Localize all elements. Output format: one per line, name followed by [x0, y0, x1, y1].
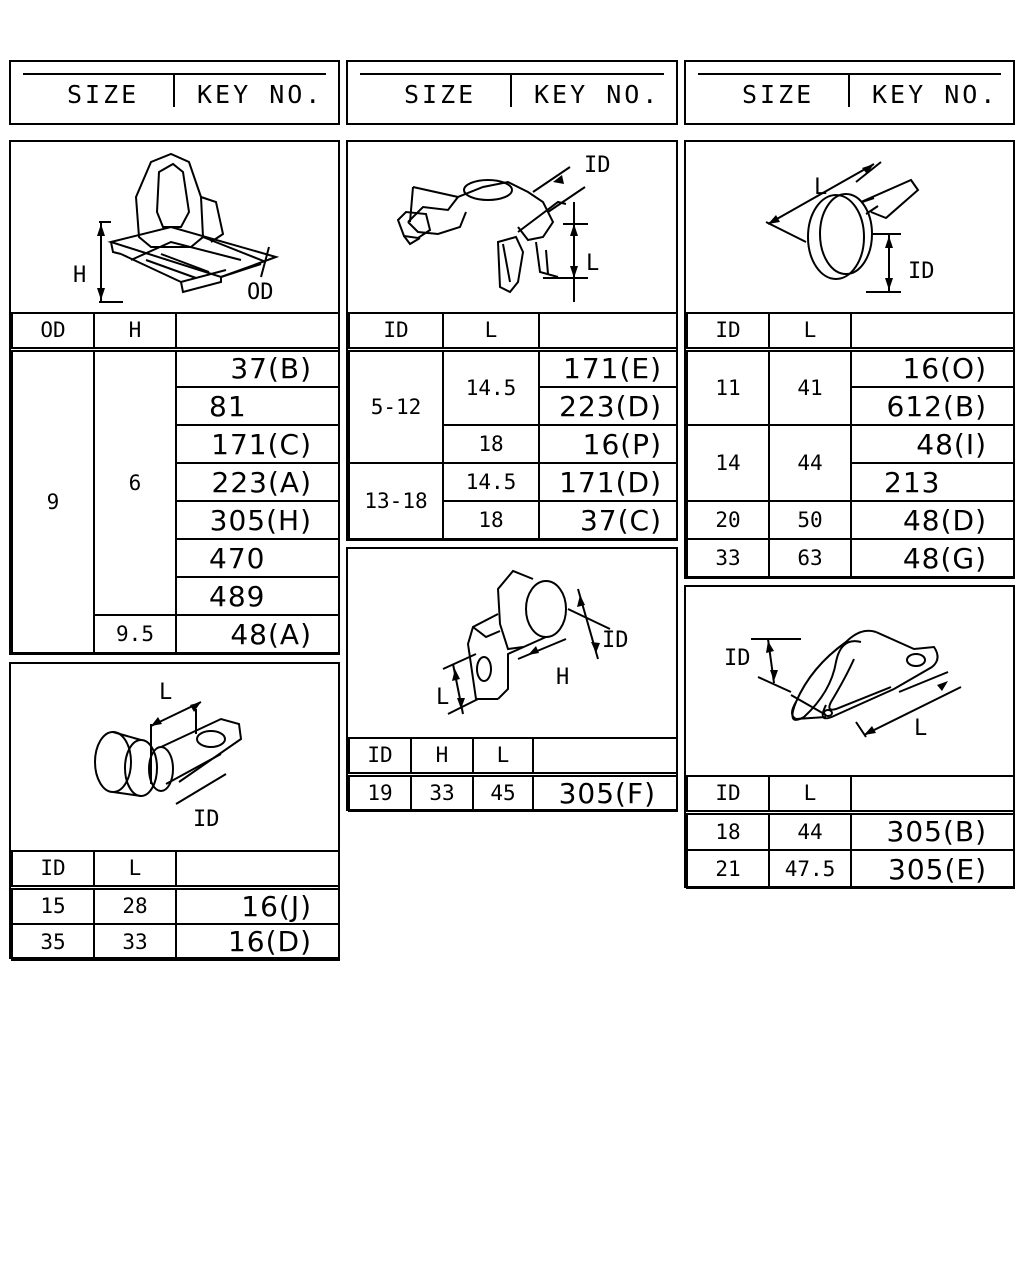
col-key — [176, 313, 339, 349]
col-key — [851, 313, 1014, 349]
key-no: 48(A) — [176, 615, 339, 653]
header-col-3 — [684, 60, 1015, 125]
l-dim-label: L — [914, 716, 928, 741]
l-value: 33 — [94, 924, 176, 960]
id-value: 11 — [687, 349, 769, 425]
key-no: 305(B) — [851, 812, 1014, 850]
l-value: 18 — [443, 425, 539, 463]
col-id: ID — [349, 313, 443, 349]
u-clip-drawing — [686, 587, 1013, 775]
panel-u-clip — [684, 585, 1015, 888]
id-dim-label: ID — [584, 153, 611, 178]
p-clip-drawing — [348, 549, 676, 737]
id-value: 5-12 — [349, 349, 443, 463]
col-key — [539, 313, 677, 349]
key-no-label: KEY NO. — [197, 80, 324, 109]
panel-grommet-clip — [9, 662, 340, 959]
l-value: 50 — [769, 501, 851, 539]
l-value: 63 — [769, 539, 851, 577]
size-label: SIZE — [742, 80, 815, 109]
id-value: 21 — [687, 850, 769, 888]
key-no: 171(D) — [539, 463, 677, 501]
key-no: 16(D) — [176, 924, 339, 960]
id-dim-label: ID — [602, 628, 629, 653]
col-id: ID — [12, 851, 94, 887]
size-label: SIZE — [67, 80, 140, 109]
id-value: 19 — [349, 774, 411, 811]
l-dim-label: L — [436, 685, 450, 710]
l-value: 45 — [473, 774, 533, 811]
key-no: 612(B) — [851, 387, 1014, 425]
id-dim-label: ID — [724, 646, 751, 671]
l-value: 44 — [769, 812, 851, 850]
panel-pin-clip — [346, 140, 678, 541]
key-no: 171(C) — [176, 425, 339, 463]
l-value: 28 — [94, 887, 176, 924]
id-value: 35 — [12, 924, 94, 960]
l-value: 41 — [769, 349, 851, 425]
id-value: 33 — [687, 539, 769, 577]
key-no: 16(P) — [539, 425, 677, 463]
key-no: 305(F) — [533, 774, 677, 811]
header-col-1 — [9, 60, 340, 125]
col-l: L — [443, 313, 539, 349]
id-value: 13-18 — [349, 463, 443, 539]
id-value: 20 — [687, 501, 769, 539]
col-l: L — [473, 738, 533, 774]
key-no: 37(C) — [539, 501, 677, 539]
key-no: 16(J) — [176, 887, 339, 924]
h-dim-label: H — [73, 263, 87, 288]
h-dim-label: H — [556, 665, 570, 690]
id-value: 15 — [12, 887, 94, 924]
key-no: 489 — [176, 577, 339, 615]
key-no: 305(E) — [851, 850, 1014, 888]
key-no: 305(H) — [176, 501, 339, 539]
col-key — [533, 738, 677, 774]
col-h: H — [411, 738, 473, 774]
key-no: 223(A) — [176, 463, 339, 501]
h-value: 33 — [411, 774, 473, 811]
id-dim-label: ID — [908, 259, 935, 284]
od-dim-label: OD — [247, 280, 274, 305]
key-no-label: KEY NO. — [872, 80, 999, 109]
key-no: 48(I) — [851, 425, 1014, 463]
id-value: 18 — [687, 812, 769, 850]
key-no: 37(B) — [176, 349, 339, 387]
od-value: 9 — [12, 349, 94, 653]
key-no-label: KEY NO. — [534, 80, 661, 109]
l-value: 18 — [443, 501, 539, 539]
panel-band-clip — [684, 140, 1015, 579]
col-l: L — [769, 313, 851, 349]
l-dim-label: L — [814, 175, 828, 200]
l-value: 47.5 — [769, 850, 851, 888]
key-no: 213 — [851, 463, 1014, 501]
col-od: OD — [12, 313, 94, 349]
col-l: L — [94, 851, 176, 887]
h-value: 6 — [94, 349, 176, 615]
id-value: 14 — [687, 425, 769, 501]
header-col-2 — [346, 60, 678, 125]
col-key — [176, 851, 339, 887]
push-clip-drawing — [11, 142, 338, 312]
key-no: 470 — [176, 539, 339, 577]
size-label: SIZE — [404, 80, 477, 109]
l-dim-label: L — [586, 251, 600, 276]
id-dim-label: ID — [193, 807, 220, 832]
band-clip-drawing — [686, 142, 1013, 312]
col-id: ID — [687, 776, 769, 812]
col-h: H — [94, 313, 176, 349]
l-value: 14.5 — [443, 463, 539, 501]
key-no: 171(E) — [539, 349, 677, 387]
l-value: 44 — [769, 425, 851, 501]
l-dim-label: L — [159, 680, 173, 705]
key-no: 223(D) — [539, 387, 677, 425]
panel-push-clip — [9, 140, 340, 655]
panel-p-clip — [346, 547, 678, 811]
col-key — [851, 776, 1014, 812]
key-no: 81 — [176, 387, 339, 425]
key-no: 48(G) — [851, 539, 1014, 577]
h-value: 9.5 — [94, 615, 176, 653]
col-l: L — [769, 776, 851, 812]
pin-clip-drawing — [348, 142, 676, 312]
col-id: ID — [349, 738, 411, 774]
key-no: 48(D) — [851, 501, 1014, 539]
grommet-clip-drawing — [11, 664, 338, 850]
col-id: ID — [687, 313, 769, 349]
l-value: 14.5 — [443, 349, 539, 425]
key-no: 16(O) — [851, 349, 1014, 387]
